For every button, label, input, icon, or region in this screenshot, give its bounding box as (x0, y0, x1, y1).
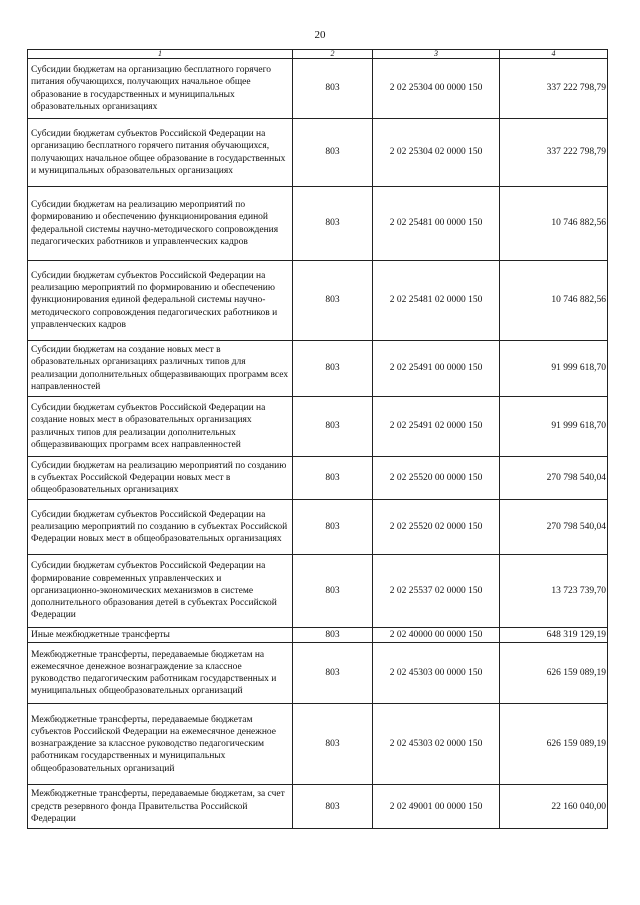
row-kbk-cell: 2 02 25520 02 0000 150 (373, 500, 500, 555)
row-amount-cell: 648 319 129,19 (500, 628, 608, 643)
column-header: 3 (373, 50, 500, 59)
table-row (28, 643, 608, 704)
table-row (28, 555, 608, 628)
row-name-cell: Субсидии бюджетам субъектов Российской Федерации на реализацию мероприятий по формированию и обеспечению функционирования единой федеральной системы научно-методического сопровождения педагогических работников и управленческих кадров (28, 261, 293, 341)
row-name-cell: Субсидии бюджетам субъектов Российской Федерации на создание новых мест в образовательных организациях различных типов для реализации дополнительных общеразвивающих программ всех направленностей (28, 397, 293, 457)
table-row (28, 59, 608, 119)
row-amount-cell: 270 798 540,04 (500, 457, 608, 500)
table-row (28, 628, 608, 643)
row-kbk-cell: 2 02 25491 00 0000 150 (373, 341, 500, 397)
table-row (28, 397, 608, 457)
row-amount-cell: 22 160 040,00 (500, 785, 608, 829)
row-kbk-cell: 2 02 25304 02 0000 150 (373, 119, 500, 187)
row-name-cell: Межбюджетные трансферты, передаваемые бюджетам на ежемесячное денежное вознаграждение за классное руководство педагогическим работникам государственных и муниципальных общеобразовательных организаций (28, 643, 293, 704)
header-row (28, 50, 608, 59)
row-kbk-cell: 2 02 25520 00 0000 150 (373, 457, 500, 500)
table-row (28, 457, 608, 500)
row-name-cell: Субсидии бюджетам субъектов Российской Федерации на реализацию мероприятий по созданию в субъектах Российской Федерации новых мест в общеобразовательных организациях (28, 500, 293, 555)
row-kbk-cell: 2 02 25481 02 0000 150 (373, 261, 500, 341)
row-name-cell: Субсидии бюджетам субъектов Российской Федерации на формирование современных управленческих и организационно-экономических механизмов в системе дополнительного образования детей в субъектах Российской Федерации (28, 555, 293, 628)
row-amount-cell: 10 746 882,56 (500, 187, 608, 261)
row-kbk-cell: 2 02 45303 02 0000 150 (373, 704, 500, 785)
row-amount-cell: 337 222 798,79 (500, 59, 608, 119)
row-amount-cell: 626 159 089,19 (500, 643, 608, 704)
row-code-cell: 803 (293, 500, 373, 555)
table-row (28, 261, 608, 341)
row-kbk-cell: 2 02 25491 02 0000 150 (373, 397, 500, 457)
row-kbk-cell: 2 02 40000 00 0000 150 (373, 628, 500, 643)
row-code-cell: 803 (293, 261, 373, 341)
row-code-cell: 803 (293, 187, 373, 261)
row-name-cell: Межбюджетные трансферты, передаваемые бюджетам, за счет средств резервного фонда Правительства Российской Федерации (28, 785, 293, 829)
table-row (28, 704, 608, 785)
row-name-cell: Субсидии бюджетам на создание новых мест в образовательных организациях различных типов для реализации дополнительных общеразвивающих программ всех направленностей (28, 341, 293, 397)
table-row (28, 119, 608, 187)
row-name-cell: Субсидии бюджетам субъектов Российской Федерации на организацию бесплатного горячего питания обучающихся, получающих начальное общее образование в государственных и муниципальных образовательных организациях (28, 119, 293, 187)
row-amount-cell: 10 746 882,56 (500, 261, 608, 341)
page-number: 20 (314, 29, 326, 41)
row-kbk-cell: 2 02 25537 02 0000 150 (373, 555, 500, 628)
row-name-cell: Субсидии бюджетам на организацию бесплатного горячего питания обучающихся, получающих начальное общее образование в государственных и муниципальных образовательных организациях (28, 59, 293, 119)
row-amount-cell: 91 999 618,70 (500, 341, 608, 397)
row-kbk-cell: 2 02 49001 00 0000 150 (373, 785, 500, 829)
budget-table (27, 49, 608, 829)
row-code-cell: 803 (293, 341, 373, 397)
row-code-cell: 803 (293, 643, 373, 704)
row-amount-cell: 337 222 798,79 (500, 119, 608, 187)
row-code-cell: 803 (293, 119, 373, 187)
table-row (28, 187, 608, 261)
row-name-cell: Субсидии бюджетам на реализацию мероприятий по созданию в субъектах Российской Федерации новых мест в общеобразовательных организациях (28, 457, 293, 500)
column-header: 2 (293, 50, 373, 59)
row-amount-cell: 270 798 540,04 (500, 500, 608, 555)
row-code-cell: 803 (293, 457, 373, 500)
row-kbk-cell: 2 02 25304 00 0000 150 (373, 59, 500, 119)
row-code-cell: 803 (293, 555, 373, 628)
table-row (28, 341, 608, 397)
row-code-cell: 803 (293, 628, 373, 643)
table-row (28, 785, 608, 829)
table-row (28, 500, 608, 555)
row-code-cell: 803 (293, 704, 373, 785)
row-amount-cell: 13 723 739,70 (500, 555, 608, 628)
column-header: 4 (500, 50, 608, 59)
row-name-cell: Межбюджетные трансферты, передаваемые бюджетам субъектов Российской Федерации на ежемесячное денежное вознаграждение за классное руководство педагогическим работникам государственных и муниципальных общеобразовательных организаций (28, 704, 293, 785)
column-header: 1 (28, 50, 293, 59)
row-code-cell: 803 (293, 785, 373, 829)
row-name-cell: Субсидии бюджетам на реализацию мероприятий по формированию и обеспечению функционирования единой федеральной системы научно-методического сопровождения педагогических работников и управленческих кадров (28, 187, 293, 261)
row-kbk-cell: 2 02 25481 00 0000 150 (373, 187, 500, 261)
row-code-cell: 803 (293, 397, 373, 457)
row-name-cell: Иные межбюджетные трансферты (28, 628, 293, 643)
row-amount-cell: 626 159 089,19 (500, 704, 608, 785)
row-kbk-cell: 2 02 45303 00 0000 150 (373, 643, 500, 704)
row-code-cell: 803 (293, 59, 373, 119)
row-amount-cell: 91 999 618,70 (500, 397, 608, 457)
